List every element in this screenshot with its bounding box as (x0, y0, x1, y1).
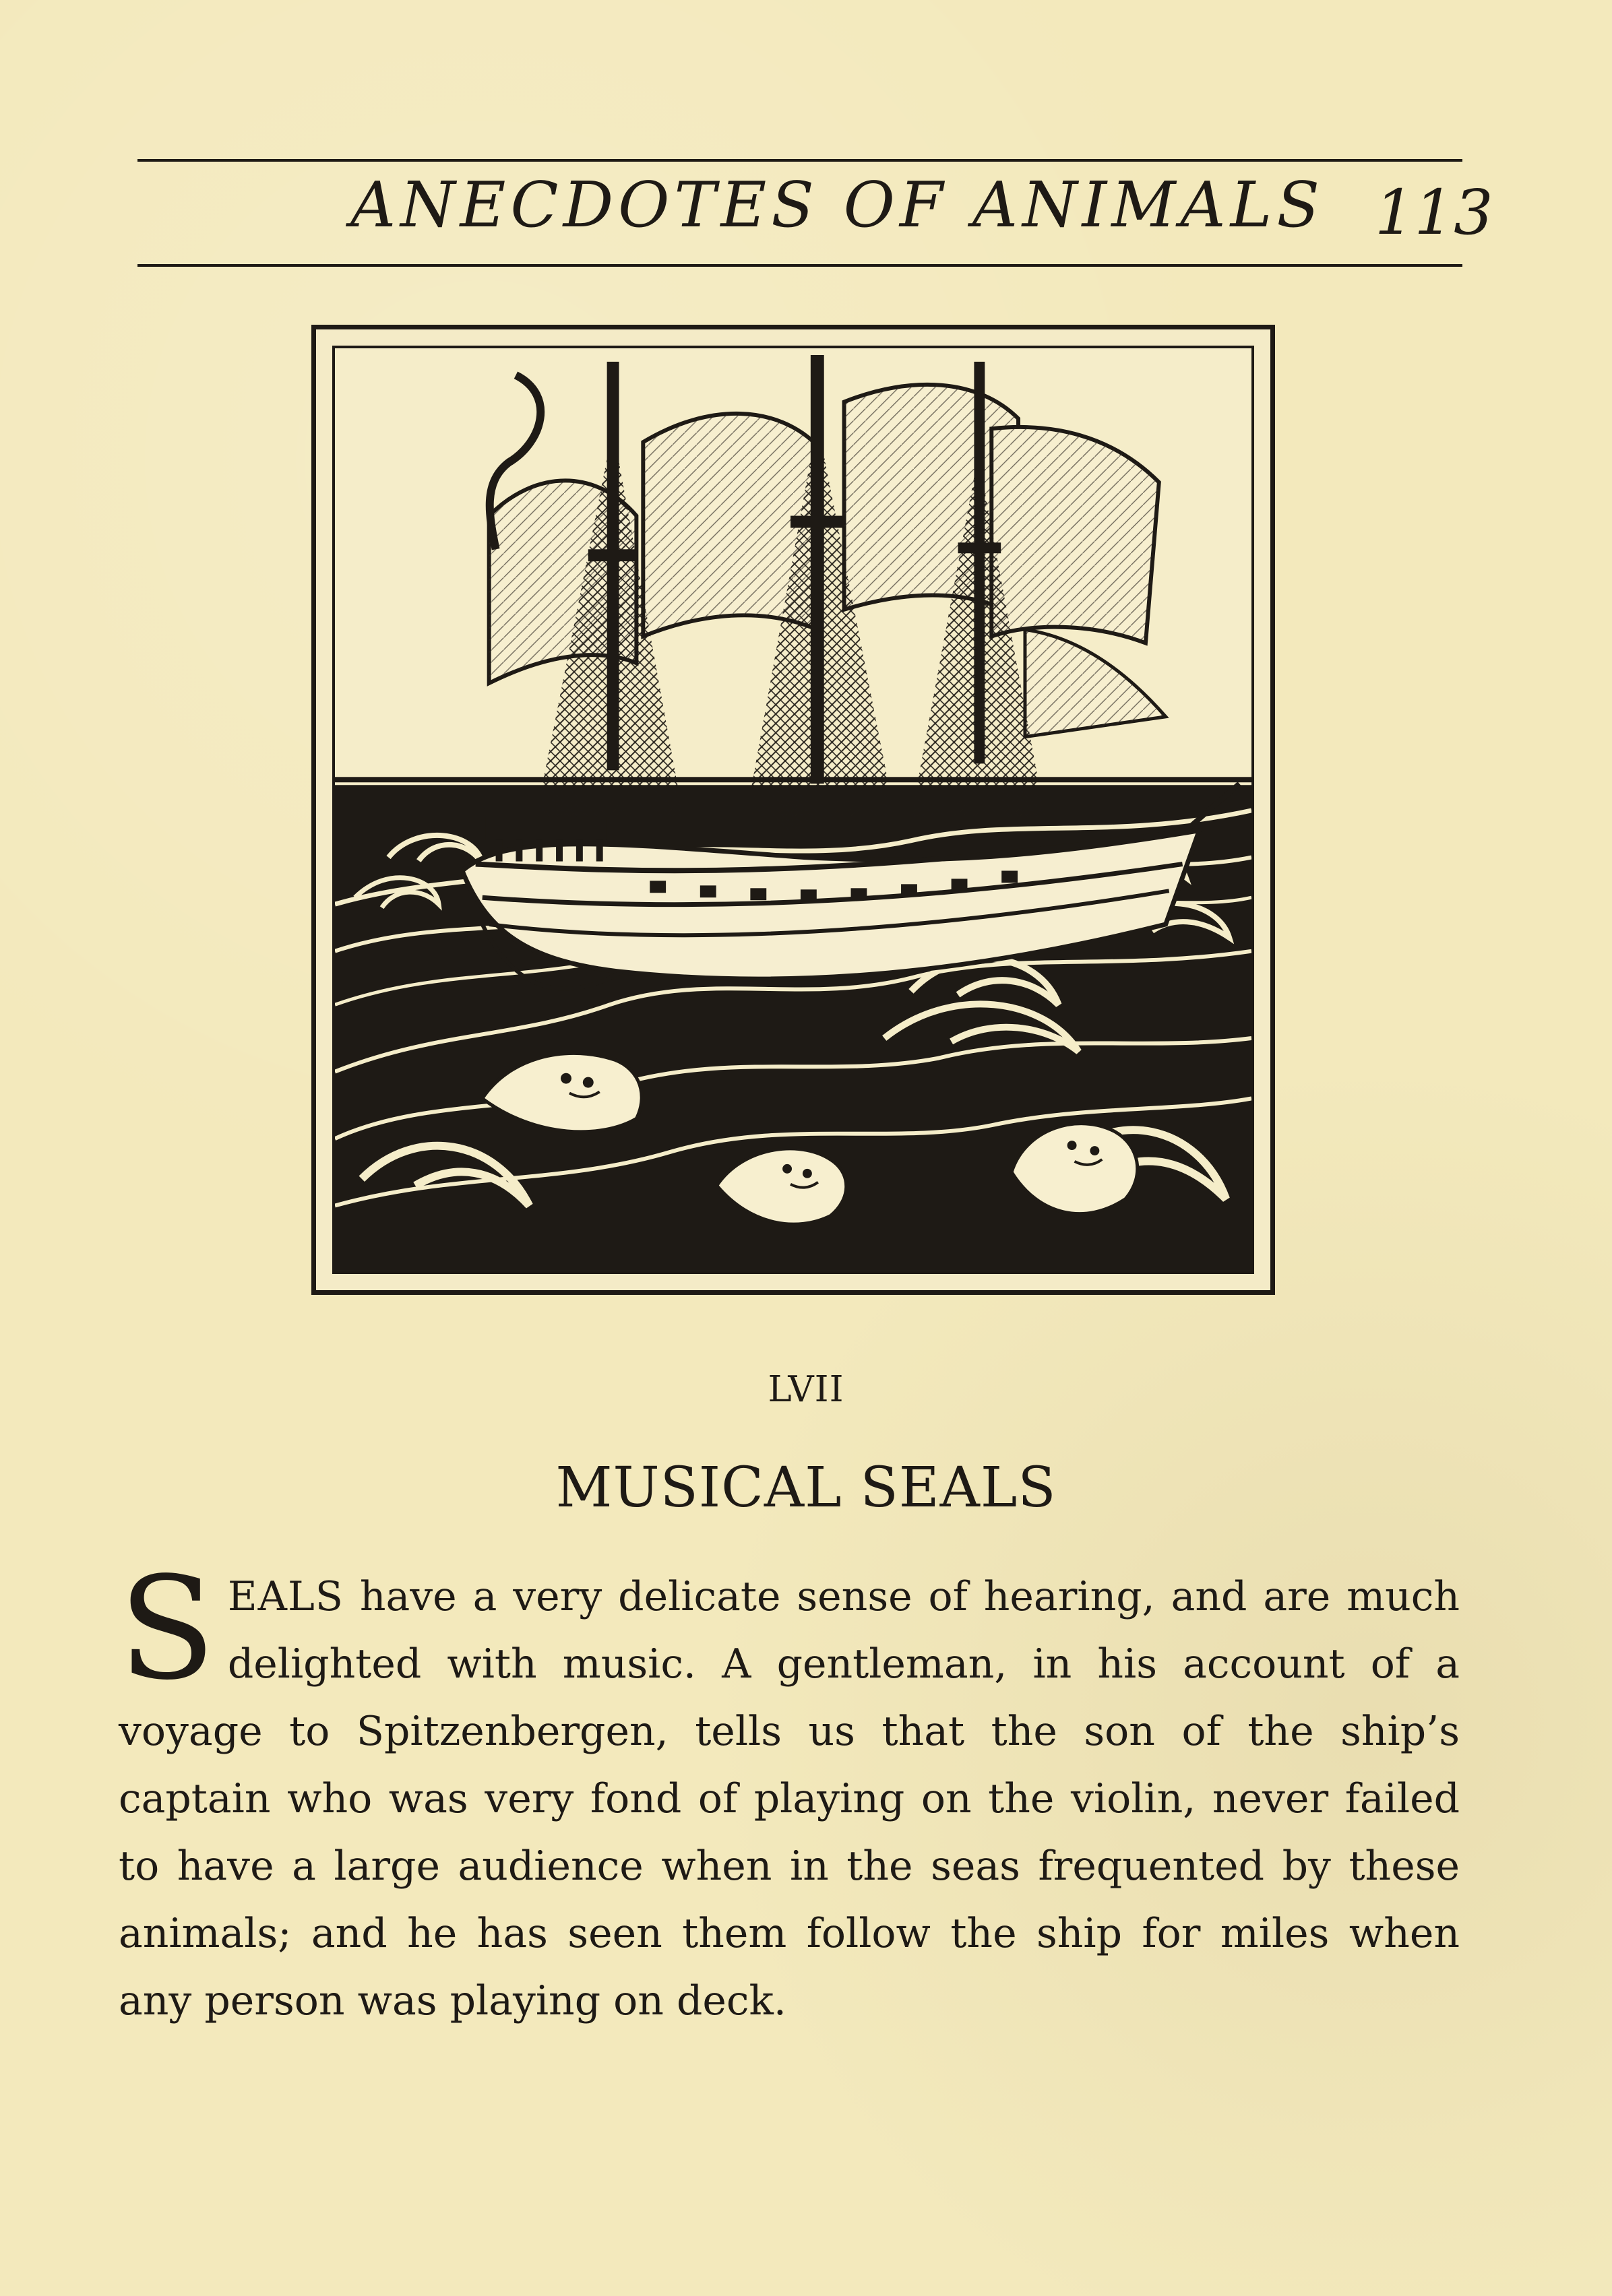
chapter-title: MUSICAL SEALS (555, 1456, 1057, 1520)
header-bottom-rule (137, 264, 1462, 267)
story-paragraph (119, 1546, 1460, 2035)
ship-illustration-art (335, 348, 1251, 1271)
drop-cap: S (119, 1546, 216, 1711)
chapter-number: LVII (768, 1369, 844, 1410)
running-head-title: ANECDOTES OF ANIMALS (350, 168, 1325, 241)
header-top-rule (137, 159, 1462, 162)
page-number: 113 (1375, 177, 1493, 249)
ship-illustration-frame (311, 325, 1275, 1295)
paragraph-text: have a very delicate sense of hearing, and are much delighted with music. A gentleman, in his account of a voyage to Spitzenbergen, tells us that the son of the ship’s captain who was very fond of playing on the violin, never failed to have a large audience when in the seas frequented by these animals; and he has seen them follow the ship for miles when any person was playing on deck. (119, 1573, 1460, 2024)
first-word: EALS (227, 1573, 344, 1620)
ship-illustration (332, 346, 1254, 1274)
